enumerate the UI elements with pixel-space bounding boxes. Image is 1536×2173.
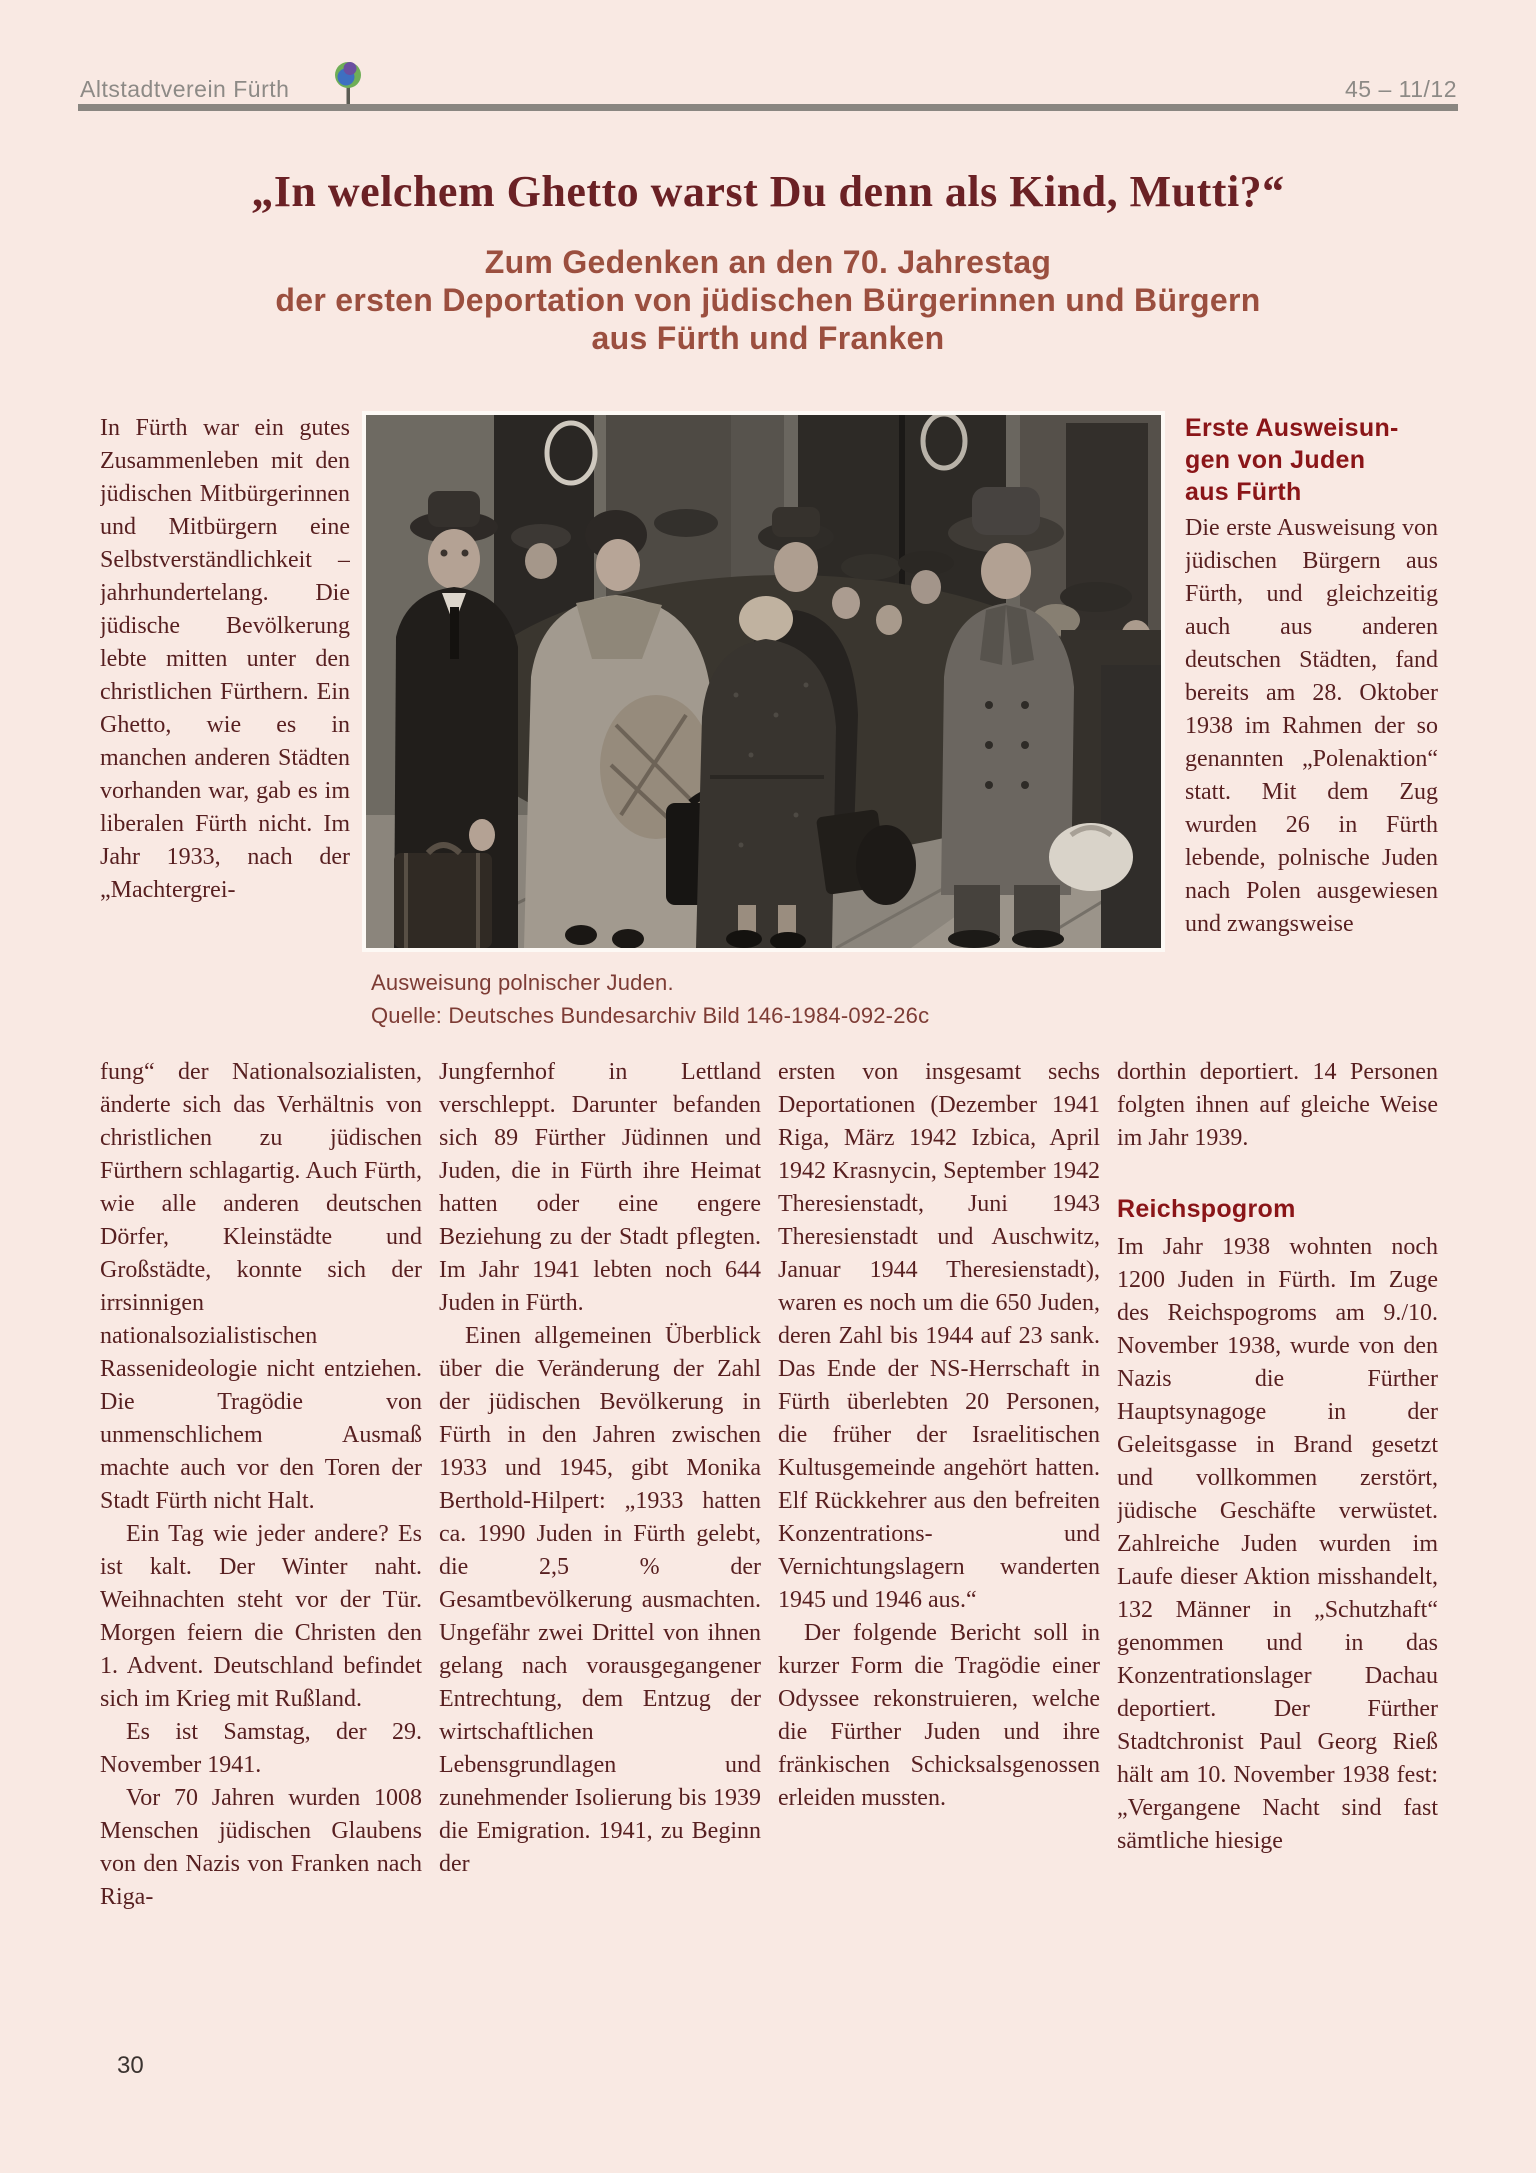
article-title: „In welchem Ghetto warst Du denn als Kind, Mutti?“ bbox=[251, 167, 1285, 216]
subtitle-line: aus Fürth und Franken bbox=[591, 320, 945, 356]
article-subtitle bbox=[0, 243, 1536, 357]
paragraph: Die erste Ausweisung von jüdischen Bürgern aus Fürth, und gleichzeitig auch aus anderen deutschen Städten, fand bereits am 28. Oktober 1938 im Rahmen der so genannten „Polenaktion“ statt. Mit dem Zug wurden 26 in Fürth lebende, polnische Juden nach Polen ausgewiesen und zwangsweise bbox=[1185, 515, 1438, 937]
photo-caption-line: Ausweisung polnischer Juden. bbox=[371, 970, 674, 995]
heading-line: gen von Juden bbox=[1185, 446, 1366, 474]
paragraph: fung“ der Nationalsozialisten, änderte sich das Verhältnis von christlichen zu jüdischen Fürthern schlagartig. Auch Fürth, wie alle anderen deutschen Dörfer, Kleinstädte und Großstädte, konnte sich der irrsinnigen nationalsozialistischen Rassenideologie nicht entziehen. Die Tragödie von unmenschlichem Ausmaß machte auch vor den Toren der Stadt Fürth nicht Halt. bbox=[100, 1059, 422, 1514]
header-brand: Altstadtverein Fürth bbox=[80, 76, 290, 102]
section-heading-reichspogrom: Reichspogrom bbox=[1117, 1195, 1296, 1223]
header-issue-number: 45 – 11/12 bbox=[1344, 76, 1457, 102]
column-bottom-3 bbox=[778, 1056, 1100, 1966]
paragraph: Einen allgemeinen Überblick über die Veränderung der Zahl der jüdischen Bevölkerung in Fürth in den Jahren zwischen 1933 und 1945, gibt Monika Berthold-Hilpert: „1933 hatten ca. 1990 Juden in Fürth gelebt, die 2,5 % der Gesamtbevölkerung ausmachten. Ungefähr zwei Drittel von ihnen gelang nach vorausgegangener Entrechtung, dem Entzug der wirtschaftlichen Lebensgrundlagen und zunehmender Isolierung bis 1939 die Emigration. 1941, zu Beginn der bbox=[439, 1323, 761, 1877]
paragraph: Jungfernhof in Lettland verschleppt. Darunter befanden sich 89 Fürther Jüdinnen und Juden, die in Fürth ihre Heimat hatten oder eine engere Beziehung zu der Stadt pflegten. Im Jahr 1941 lebten noch 644 Juden in Fürth. bbox=[439, 1059, 761, 1316]
paragraph: Es ist Samstag, der 29. November 1941. bbox=[100, 1719, 422, 1778]
column-bottom-4 bbox=[1117, 1056, 1438, 1996]
paragraph: Vor 70 Jahren wurden 1008 Menschen jüdischen Glaubens von den Nazis von Franken nach Riga- bbox=[100, 1785, 422, 1910]
photo bbox=[362, 411, 1165, 952]
photo-credit: Quelle: Deutsches Bundesarchiv Bild 146-1984-092-26c bbox=[371, 1003, 930, 1028]
heading-line: aus Fürth bbox=[1185, 478, 1302, 506]
paragraph: Im Jahr 1938 wohnten noch 1200 Juden in Fürth. Im Zuge des Reichspogroms am 9./10. November 1938, wurde von den Nazis die Fürther Hauptsynagoge in der Geleitsgasse in Brand gesetzt und vollkommen zerstört, jüdische Geschäfte verwüstet. Zahlreiche Juden wurden im Laufe dieser Aktion misshandelt, 132 Männer in „Schutzhaft“ genommen und in das Konzentrationslager Dachau deportiert. Der Fürther Stadtchronist Paul Georg Rieß hält am 10. November 1938 fest: „Vergangene Nacht sind fast sämtliche hiesige bbox=[1117, 1234, 1438, 1854]
subtitle-line: Zum Gedenken an den 70. Jahrestag bbox=[484, 244, 1052, 280]
column-bottom-2 bbox=[439, 1056, 761, 1966]
crowd-photo-illustration bbox=[366, 415, 1161, 948]
subtitle-line: der ersten Deportation von jüdischen Bürgerinnen und Bürgern bbox=[275, 282, 1261, 318]
paragraph: In Fürth war ein gutes Zusammenleben mit den jüdischen Mitbürgerinnen und Mitbürgern eine Selbstverständlichkeit – jahrhundertelang. Die jüdische Bevölkerung lebte mitten unter den christlichen Fürthern. Ein Ghetto, wie es in manchen anderen Städten vorhanden war, gab es im liberalen Fürth nicht. Im Jahr 1933, nach der „Machtergrei- bbox=[100, 415, 350, 903]
section-heading-erste-ausweisungen bbox=[1185, 412, 1438, 508]
heading-line: Erste Ausweisun- bbox=[1185, 414, 1399, 442]
header-rule bbox=[78, 104, 1458, 111]
photo-caption bbox=[371, 966, 929, 1032]
paragraph: Ein Tag wie jeder andere? Es ist kalt. Der Winter naht. Weihnachten steht vor der Tür. Morgen feiern die Christen den 1. Advent. Deutschland befindet sich im Krieg mit Rußland. bbox=[100, 1521, 422, 1712]
paragraph: dorthin deportiert. 14 Personen folgten ihnen auf gleiche Weise im Jahr 1939. bbox=[1117, 1059, 1438, 1151]
paragraph: ersten von insgesamt sechs Deportationen (Dezember 1941 Riga, März 1942 Izbica, April 1942 Krasnycin, September 1942 Theresienstadt, Juni 1943 Theresienstadt und Auschwitz, Januar 1944 Theresienstadt), waren es noch um die 650 Juden, deren Zahl bis 1944 auf 23 sank. Das Ende der NS-Herrschaft in Fürth überlebten 20 Personen, die früher der Israelitischen Kultusgemeinde angehört hatten. Elf Rückkehrer aus den befreiten Konzentrations- und Vernichtungslagern wanderten 1945 und 1946 aus.“ bbox=[778, 1059, 1100, 1613]
column-bottom-1 bbox=[100, 1056, 422, 1966]
column-top-right bbox=[1185, 412, 1438, 1064]
column-top-left bbox=[100, 412, 350, 1060]
paragraph: Der folgende Bericht soll in kurzer Form die Tragödie einer Odyssee rekonstruieren, welche die Fürther Juden und ihre fränkischen Schicksalsgenossen erleiden mussten. bbox=[778, 1620, 1100, 1811]
page-number: 30 bbox=[117, 2052, 144, 2079]
